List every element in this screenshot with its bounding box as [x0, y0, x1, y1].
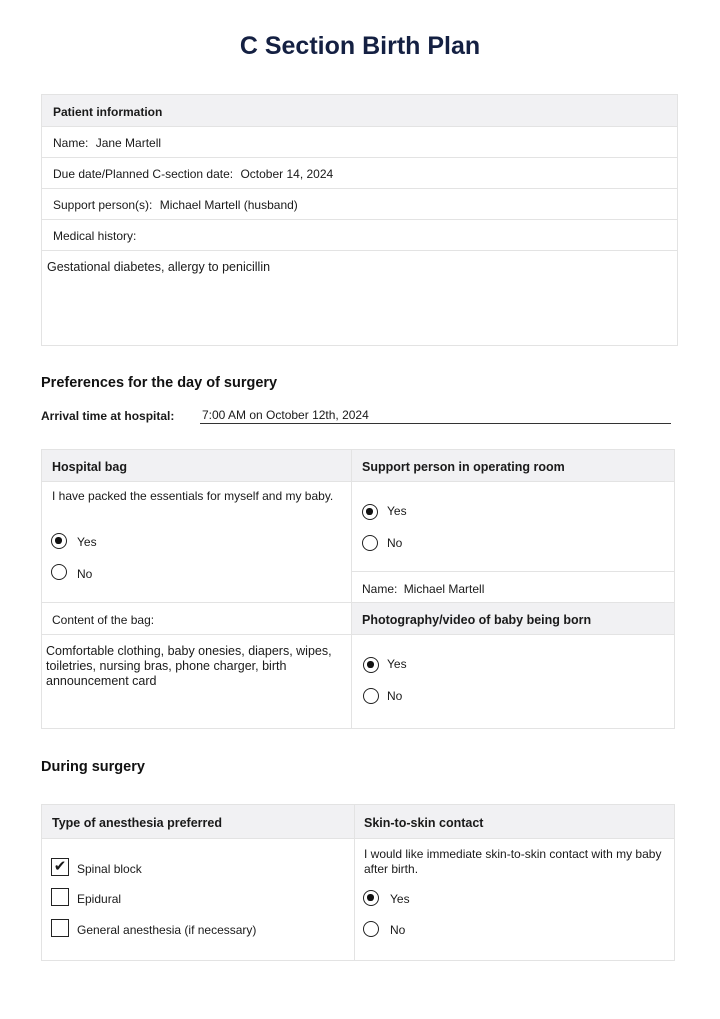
hospital-bag-statement: I have packed the essentials for myself and my baby. — [52, 489, 334, 503]
skin-contact-no-label: No — [390, 923, 406, 937]
patient-info-header: Patient information — [42, 95, 677, 127]
page-title: C Section Birth Plan — [239, 32, 481, 60]
arrival-time-label: Arrival time at hospital: — [41, 409, 175, 423]
skin-contact-statement: I would like immediate skin-to-skin contact with my baby after birth. — [364, 847, 662, 876]
skin-contact-header: Skin-to-skin contact — [355, 805, 674, 838]
support-or-name-value[interactable]: Michael Martell — [403, 582, 485, 596]
arrival-time-field[interactable] — [200, 406, 671, 424]
spinal-block-label: Spinal block — [77, 862, 142, 876]
general-anesthesia-label: General anesthesia (if necessary) — [77, 923, 257, 937]
skin-contact-yes-radio[interactable] — [363, 890, 379, 906]
medical-history-row — [42, 220, 677, 251]
surgery-day-heading: Preferences for the day of surgery — [41, 375, 278, 391]
during-surgery-heading: During surgery — [41, 759, 145, 775]
hospital-bag-no-label: No — [77, 567, 93, 581]
epidural-checkbox[interactable] — [51, 888, 69, 906]
arrival-time-value: 7:00 AM on October 12th, 2024 — [202, 408, 369, 422]
due-date-value[interactable]: October 14, 2024 — [240, 167, 334, 181]
support-or-yes-radio[interactable] — [362, 504, 378, 520]
skin-contact-no-radio[interactable] — [363, 921, 379, 937]
photo-no-radio[interactable] — [363, 688, 379, 704]
anesthesia-header: Type of anesthesia preferred — [42, 805, 354, 838]
support-or-yes-label: Yes — [387, 504, 407, 518]
support-or-name-row — [362, 582, 484, 596]
due-date-label: Due date/Planned C-section date: — [53, 167, 234, 181]
general-anesthesia-checkbox[interactable] — [51, 919, 69, 937]
support-or-no-radio[interactable] — [362, 535, 378, 551]
patient-name-row — [42, 127, 677, 158]
hospital-bag-header: Hospital bag — [42, 450, 351, 481]
hospital-bag-yes-radio[interactable] — [51, 533, 67, 549]
support-person-value[interactable]: Michael Martell (husband) — [159, 198, 298, 212]
patient-name-label: Name: — [53, 136, 89, 150]
support-or-name-label: Name: — [362, 582, 398, 596]
hospital-bag-yes-label: Yes — [77, 535, 97, 549]
support-person-label: Support person(s): — [53, 198, 153, 212]
bag-content-field[interactable]: Comfortable clothing, baby onesies, diapers, wipes, toiletries, nursing bras, phone charger, birth announcement card — [46, 644, 332, 688]
support-or-header: Support person in operating room — [352, 450, 674, 481]
bag-content-label: Content of the bag: — [52, 613, 155, 627]
photo-yes-label: Yes — [387, 657, 407, 671]
skin-contact-yes-label: Yes — [390, 892, 410, 906]
spinal-block-checkbox[interactable]: ✔ — [51, 858, 69, 876]
support-or-no-label: No — [387, 536, 403, 550]
medical-history-field[interactable]: Gestational diabetes, allergy to penicillin — [47, 260, 271, 274]
medical-history-label: Medical history: — [53, 229, 137, 243]
photo-no-label: No — [387, 689, 403, 703]
epidural-label: Epidural — [77, 892, 122, 906]
patient-name-value[interactable]: Jane Martell — [95, 136, 162, 150]
hospital-bag-no-radio[interactable] — [51, 564, 67, 580]
patient-info-section — [41, 94, 678, 346]
photo-yes-radio[interactable] — [363, 657, 379, 673]
due-date-row — [42, 158, 677, 189]
photo-header: Photography/video of baby being born — [352, 603, 674, 634]
support-person-row — [42, 189, 677, 220]
